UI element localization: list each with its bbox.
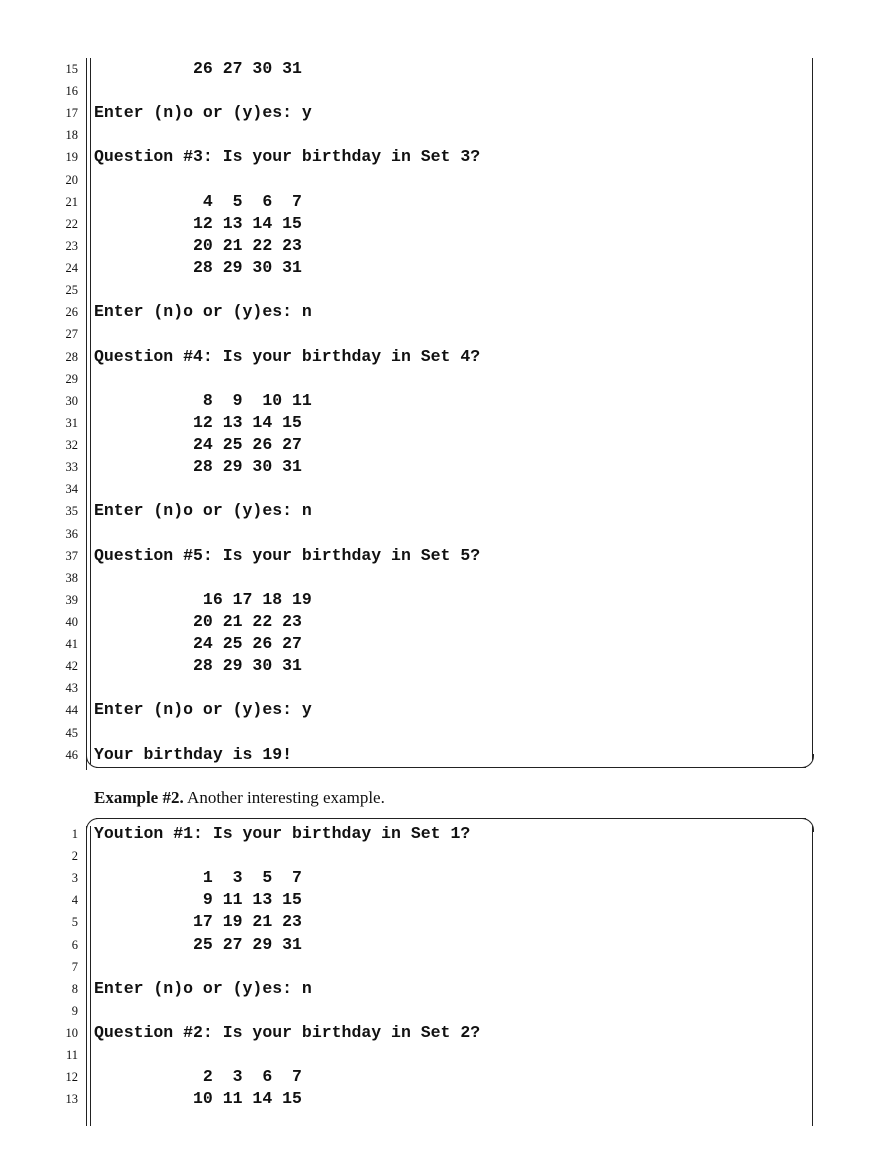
code-line: 24 25 26 27 — [94, 435, 302, 455]
line-number: 21 — [65, 194, 78, 209]
code-line: Enter (n)o or (y)es: n — [94, 978, 312, 998]
line-number: 7 — [71, 959, 78, 974]
listing-1-right-rule — [812, 58, 813, 760]
line-number: 45 — [65, 725, 78, 740]
line-number: 27 — [65, 327, 78, 342]
line-number: 11 — [65, 1048, 78, 1063]
line-number: 25 — [65, 283, 78, 298]
line-number: 26 — [65, 305, 78, 320]
line-number: 9 — [71, 1003, 78, 1018]
line-number: 18 — [65, 128, 78, 143]
code-line: 16 17 18 19 — [94, 589, 312, 609]
code-line: 12 13 14 15 — [94, 412, 302, 432]
line-number: 2 — [71, 849, 78, 864]
code-line: 24 25 26 27 — [94, 634, 302, 654]
line-number: 12 — [65, 1070, 78, 1085]
line-number: 28 — [65, 349, 78, 364]
code-line: 4 5 6 7 — [94, 191, 302, 211]
line-number: 29 — [65, 371, 78, 386]
line-number: 35 — [65, 504, 78, 519]
line-number: 4 — [71, 893, 78, 908]
line-number: 19 — [65, 150, 78, 165]
line-number: 40 — [65, 615, 78, 629]
code-line: Question #5: Is your birthday in Set 5? — [94, 545, 481, 565]
code-line: 20 21 22 23 — [94, 235, 302, 255]
code-line: 17 19 21 23 — [94, 912, 302, 932]
code-line: Enter (n)o or (y)es: n — [94, 302, 312, 322]
line-number: 13 — [65, 1092, 78, 1107]
line-number: 23 — [65, 238, 78, 253]
code-line: Question #3: Is your birthday in Set 3? — [94, 147, 481, 167]
code-line: 10 11 14 15 — [94, 1089, 302, 1109]
code-line: Question #2: Is your birthday in Set 2? — [94, 1023, 481, 1043]
line-number: 44 — [65, 703, 78, 718]
line-number: 34 — [65, 482, 78, 497]
line-number: 41 — [65, 637, 78, 652]
code-line: 8 9 10 11 — [94, 390, 312, 410]
example-heading — [94, 788, 385, 808]
listing-1-left-rule-inner — [90, 58, 91, 764]
line-number: 10 — [65, 1026, 78, 1041]
line-number: 36 — [65, 526, 78, 541]
line-number: 3 — [71, 871, 78, 886]
line-number: 33 — [65, 460, 78, 475]
line-number: 39 — [65, 592, 78, 607]
line-number: 17 — [65, 106, 78, 121]
code-line: Enter (n)o or (y)es: n — [94, 501, 312, 521]
listing-2-left-rule-outer — [86, 826, 87, 1126]
line-number: 20 — [65, 172, 78, 187]
listing-2-top-rule — [96, 818, 806, 819]
line-number: 46 — [65, 747, 78, 762]
line-number: 16 — [65, 84, 78, 99]
code-line: Enter (n)o or (y)es: y — [94, 700, 312, 720]
example-description: Another interesting example. — [183, 788, 385, 807]
line-number: 6 — [71, 937, 78, 952]
code-line: 28 29 30 31 — [94, 656, 302, 676]
line-number: 24 — [65, 261, 78, 276]
line-number: 37 — [65, 548, 78, 563]
line-number: 32 — [65, 438, 78, 453]
code-line: 2 3 6 7 — [94, 1067, 302, 1087]
line-number: 38 — [65, 570, 78, 585]
code-line: Question #4: Is your birthday in Set 4? — [94, 346, 481, 366]
line-number: 30 — [65, 393, 78, 408]
code-line: 28 29 30 31 — [94, 258, 302, 278]
code-line: 28 29 30 31 — [94, 457, 302, 477]
code-line: 20 21 22 23 — [94, 612, 302, 631]
line-number: 42 — [65, 659, 78, 674]
line-number: 5 — [71, 915, 78, 930]
line-number: 43 — [65, 681, 78, 696]
line-number: 22 — [65, 216, 78, 231]
code-line: Your birthday is 19! — [94, 744, 293, 764]
listing-2-left-rule-inner — [90, 826, 91, 1126]
line-number: 15 — [65, 62, 78, 76]
line-number: 31 — [65, 415, 78, 430]
code-line: 26 27 30 31 — [94, 59, 302, 78]
example-label: Example #2. — [94, 788, 184, 807]
line-number: 8 — [71, 981, 78, 996]
code-line: 25 27 29 31 — [94, 934, 302, 954]
listing-1-bottom-rule — [96, 767, 806, 768]
code-line: Enter (n)o or (y)es: y — [94, 103, 312, 123]
listing-1-left-rule-outer — [86, 58, 87, 770]
code-line: 1 3 5 7 — [94, 868, 302, 888]
line-number: 1 — [71, 827, 78, 841]
code-line: Yoution #1: Is your birthday in Set 1? — [94, 824, 471, 843]
listing-1-bottom-right-corner — [800, 754, 814, 768]
code-line: 12 13 14 15 — [94, 213, 302, 233]
listing-2-right-rule — [812, 826, 813, 1126]
code-line: 9 11 13 15 — [94, 890, 302, 910]
